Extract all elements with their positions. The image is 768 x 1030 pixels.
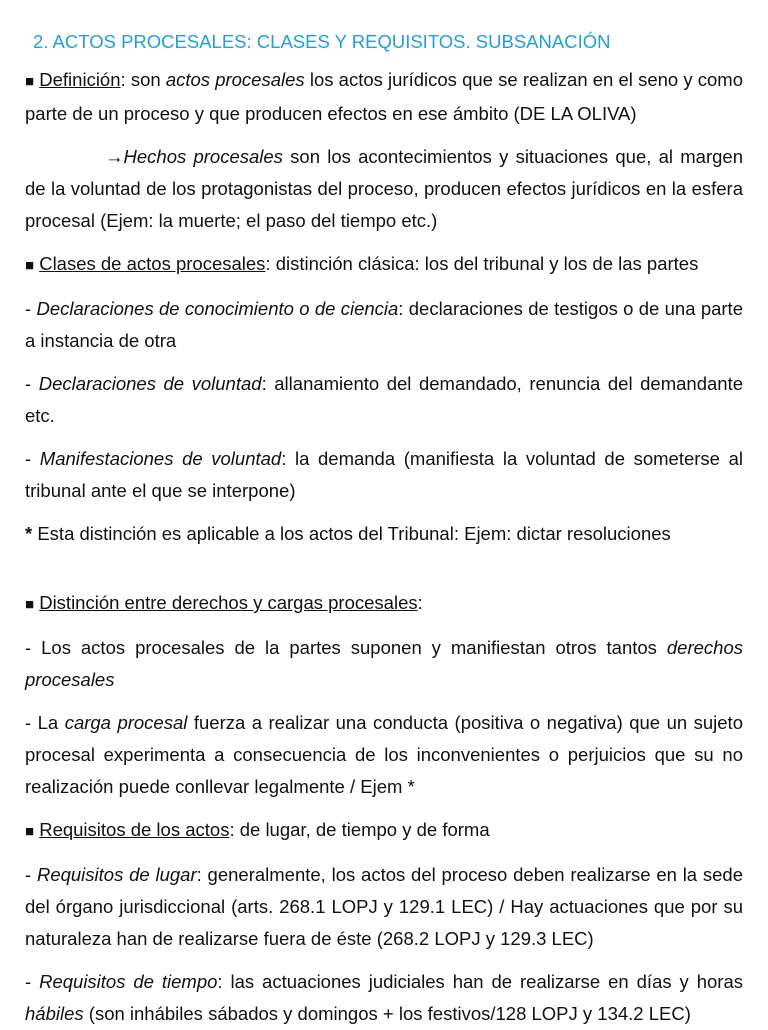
text: : declaraciones de testigos o de una parte a instancia de otra	[25, 298, 743, 351]
text: (son inhábiles sábados y domingos + los festivos/128 LOPJ y 134.2 LEC)	[83, 1003, 691, 1024]
bullet-icon: ■	[25, 823, 35, 840]
emphasis: hábiles	[25, 1003, 84, 1024]
star-icon: *	[25, 523, 33, 544]
paragraph-carga	[25, 707, 743, 803]
bullet-icon: ■	[25, 257, 35, 274]
paragraph-definicion	[25, 64, 743, 130]
paragraph-nota	[25, 518, 743, 550]
paragraph-hechos	[25, 141, 743, 237]
emphasis: Declaraciones de conocimiento o de ciencia	[36, 298, 399, 319]
emphasis: derechos procesales	[25, 637, 743, 690]
emphasis: Declaraciones de voluntad	[38, 373, 262, 394]
term-requisitos: Requisitos de los actos	[39, 819, 230, 840]
dash: -	[25, 448, 40, 469]
text: : la demanda (manifiesta la voluntad de someterse al tribunal ante el que se interpone)	[25, 448, 743, 501]
emphasis: Requisitos de tiempo	[39, 971, 218, 992]
paragraph-conocimiento	[25, 293, 743, 357]
text: : las actuaciones judiciales han de realizarse en días y horas	[217, 971, 743, 992]
text: : son	[120, 69, 166, 90]
paragraph-manifestaciones	[25, 443, 743, 507]
paragraph-voluntad	[25, 368, 743, 432]
paragraph-derechos	[25, 632, 743, 696]
emphasis: Hechos procesales	[123, 146, 283, 167]
section-title: 2. ACTOS PROCESALES: CLASES Y REQUISITOS. SUBSANACIÓN	[33, 31, 611, 52]
text: :	[417, 592, 423, 613]
paragraph-requisitos	[25, 814, 743, 848]
dash: -	[25, 298, 37, 319]
text: : distinción clásica: los del tribunal y los de las partes	[265, 253, 699, 274]
text: : generalmente, los actos del proceso deben realizarse en la sede del órgano jurisdiccional (arts. 268.1 LOPJ y 129.1 LEC) / Hay actuaciones que por su naturaleza han de realizarse fuera de éste (268.2 LOPJ y 129.3 LEC)	[25, 864, 743, 949]
term-definicion: Definición	[39, 69, 121, 90]
text: - Los actos procesales de la partes suponen y manifiestan otros tantos	[25, 637, 667, 658]
emphasis: actos procesales	[165, 69, 305, 90]
text: fuerza a realizar una conducta (positiva o negativa) que un sujeto procesal experimenta a consecuencia de los inconvenientes o perjuicios que su no realización puede conllevar legalmente / Ejem *	[25, 712, 743, 797]
text: los actos jurídicos que se realizan en el seno y como parte de un proceso y que producen efectos en ese ámbito (DE LA OLIVA)	[25, 69, 744, 124]
arrow-icon: →	[105, 146, 124, 167]
paragraph-distincion	[25, 587, 743, 621]
text: Esta distinción es aplicable a los actos del Tribunal: Ejem: dictar resoluciones	[32, 523, 671, 544]
bullet-icon: ■	[25, 596, 35, 613]
term-clases: Clases de actos procesales	[39, 253, 266, 274]
emphasis: Requisitos de lugar	[36, 864, 197, 885]
paragraph-clases	[25, 248, 743, 282]
emphasis: carga procesal	[64, 712, 188, 733]
dash: -	[25, 971, 40, 992]
text: son los acontecimientos y situaciones que, al margen de la voluntad de los protagonistas del proceso, producen efectos jurídicos en la esfera procesal (Ejem: la muerte; el paso del tiempo etc.)	[25, 146, 743, 231]
dash: -	[25, 373, 39, 394]
text: : de lugar, de tiempo y de forma	[229, 819, 490, 840]
dash: -	[25, 864, 37, 885]
paragraph-lugar	[25, 859, 743, 955]
paragraph-tiempo	[25, 966, 743, 1030]
bullet-icon: ■	[25, 73, 35, 90]
text: : allanamiento del demandado, renuncia del demandante etc.	[25, 373, 743, 426]
document-page	[25, 26, 743, 1030]
emphasis: Manifestaciones de voluntad	[39, 448, 282, 469]
term-distincion: Distinción entre derechos y cargas procesales	[39, 592, 418, 613]
text: - La	[25, 712, 65, 733]
